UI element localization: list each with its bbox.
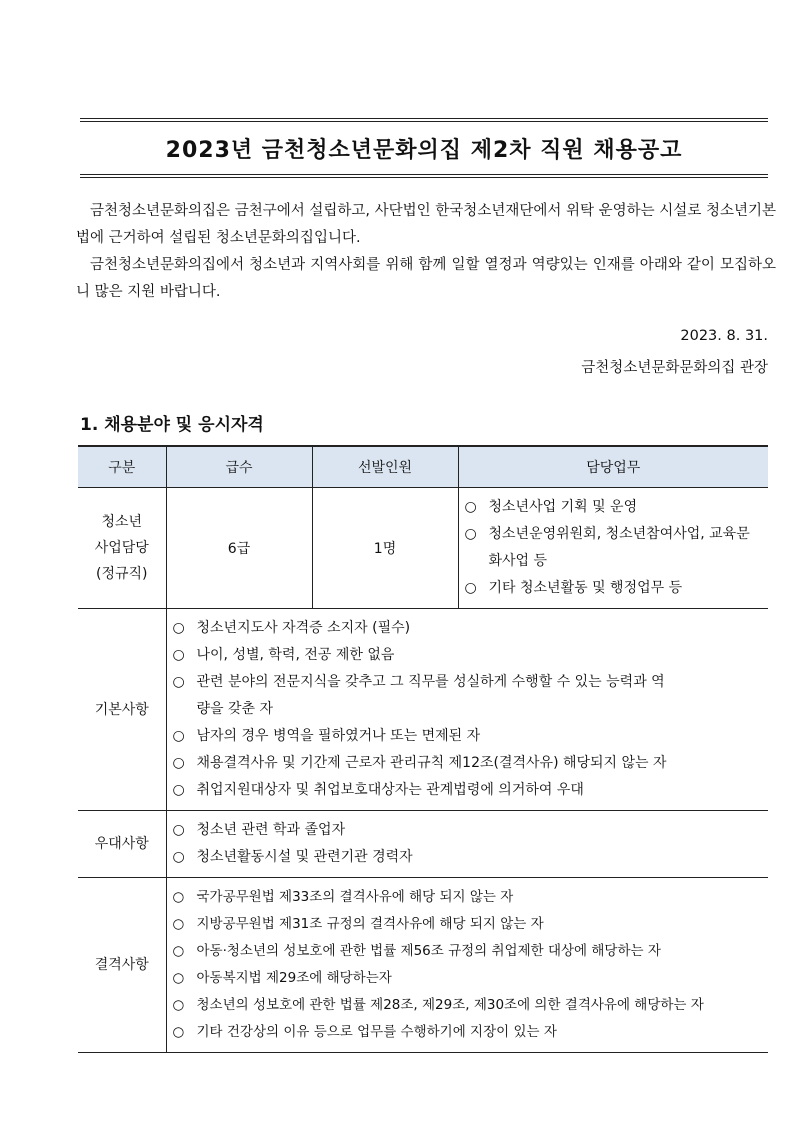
preferred-label: 우대사항 bbox=[78, 811, 166, 878]
list-item-text: 기타 청소년활동 및 행정업무 등 bbox=[488, 580, 683, 596]
list-item bbox=[173, 1019, 759, 1046]
bullet-icon: ○ bbox=[172, 620, 185, 636]
list-item-text: 취업지원대상자 및 취업보호대상자는 관계법령에 의거하여 우대 bbox=[196, 782, 584, 798]
list-item bbox=[465, 494, 759, 521]
list-item-text: 아동복지법 제29조에 해당하는자 bbox=[196, 970, 392, 986]
table-row-disqualify bbox=[78, 878, 768, 1053]
basic-items bbox=[166, 609, 768, 811]
list-item bbox=[173, 777, 759, 804]
section-title: 1. 채용분야 및 응시자격 bbox=[80, 415, 264, 435]
list-item-text: 관련 분야의 전문지식을 갖추고 그 직무를 성실하게 수행할 수 있는 능력과 역량을 갖춘 자 bbox=[196, 674, 665, 717]
list-item bbox=[173, 642, 759, 669]
list-item bbox=[173, 965, 759, 992]
bullet-icon: ○ bbox=[172, 1024, 185, 1040]
bullet-icon: ○ bbox=[172, 916, 185, 932]
position-category-line: (정규직) bbox=[96, 566, 148, 582]
intro-paragraph-2: 금천청소년문화의집에서 청소년과 지역사회를 위해 함께 일할 열정과 역량있는 인재를 아래와 같이 모집하오니 많은 지원 바랍니다. bbox=[76, 257, 776, 300]
table-row-position bbox=[78, 488, 768, 609]
disqualify-label: 결격사항 bbox=[78, 878, 166, 1053]
list-item-text: 청소년사업 기획 및 운영 bbox=[488, 499, 638, 515]
list-item-text: 국가공무원법 제33조의 결격사유에 해당 되지 않는 자 bbox=[196, 889, 514, 905]
list-item-text: 채용결격사유 및 기간제 근로자 관리규칙 제12조(결격사유) 해당되지 않는 자 bbox=[196, 755, 667, 771]
preferred-items bbox=[166, 811, 768, 878]
bullet-icon: ○ bbox=[172, 849, 185, 865]
header-duties: 담당업무 bbox=[458, 446, 768, 488]
list-item-text: 아동·청소년의 성보호에 관한 법률 제56조 규정의 취업제한 대상에 해당하는 자 bbox=[196, 943, 661, 959]
bullet-icon: ○ bbox=[172, 782, 185, 798]
position-grade: 6급 bbox=[166, 488, 312, 609]
bullet-icon: ○ bbox=[464, 499, 477, 515]
position-count: 1명 bbox=[312, 488, 458, 609]
list-item-text: 청소년지도사 자격증 소지자 (필수) bbox=[196, 620, 411, 636]
bullet-icon: ○ bbox=[172, 822, 185, 838]
list-item-text: 청소년활동시설 및 관련기관 경력자 bbox=[196, 849, 413, 865]
disqualify-items bbox=[166, 878, 768, 1053]
list-item-text: 지방공무원법 제31조 규정의 결격사유에 해당 되지 않는 자 bbox=[196, 916, 544, 932]
table-row-basic bbox=[78, 609, 768, 811]
list-item bbox=[173, 750, 759, 777]
list-item bbox=[173, 911, 759, 938]
announcement-date: 2023. 8. 31. bbox=[680, 328, 768, 344]
list-item bbox=[173, 884, 759, 911]
bullet-icon: ○ bbox=[172, 997, 185, 1013]
bullet-icon: ○ bbox=[172, 970, 185, 986]
bullet-icon: ○ bbox=[172, 674, 185, 690]
list-item bbox=[173, 723, 759, 750]
list-item bbox=[465, 575, 759, 602]
list-item-text: 청소년운영위원회, 청소년참여사업, 교육문화사업 등 bbox=[488, 526, 750, 569]
position-category-line: 청소년 bbox=[101, 514, 143, 530]
list-item-text: 나이, 성별, 학력, 전공 제한 없음 bbox=[196, 647, 395, 663]
list-item bbox=[173, 992, 759, 1019]
title-box bbox=[80, 118, 768, 178]
table-row-preferred bbox=[78, 811, 768, 878]
table-header-row bbox=[78, 446, 768, 488]
intro-paragraph-1: 금천청소년문화의집은 금천구에서 설립하고, 사단법인 한국청소년재단에서 위탁 운영하는 시설로 청소년기본법에 근거하여 설립된 청소년문화의집입니다. bbox=[76, 203, 776, 246]
bullet-icon: ○ bbox=[172, 647, 185, 663]
bullet-icon: ○ bbox=[464, 580, 477, 596]
position-duties bbox=[458, 488, 768, 609]
basic-label: 기본사항 bbox=[78, 609, 166, 811]
signer: 금천청소년문화문화의집 관장 bbox=[581, 360, 768, 376]
list-item bbox=[173, 817, 759, 844]
recruitment-table bbox=[78, 445, 768, 1053]
bullet-icon: ○ bbox=[172, 728, 185, 744]
list-item-text: 청소년의 성보호에 관한 법률 제28조, 제29조, 제30조에 의한 결격사유에 해당하는 자 bbox=[196, 997, 704, 1013]
list-item-text: 기타 건강상의 이유 등으로 업무를 수행하기에 지장이 있는 자 bbox=[196, 1024, 557, 1040]
bullet-icon: ○ bbox=[172, 755, 185, 771]
bullet-icon: ○ bbox=[172, 943, 185, 959]
list-item bbox=[173, 844, 759, 871]
list-item-text: 청소년 관련 학과 졸업자 bbox=[196, 822, 346, 838]
position-category-line: 사업담당 bbox=[94, 540, 149, 556]
list-item bbox=[173, 669, 759, 723]
header-grade: 급수 bbox=[166, 446, 312, 488]
header-category: 구분 bbox=[78, 446, 166, 488]
list-item bbox=[465, 521, 759, 575]
position-category bbox=[78, 488, 166, 609]
intro bbox=[76, 198, 776, 306]
page-title: 2023년 금천청소년문화의집 제2차 직원 채용공고 bbox=[165, 137, 683, 163]
header-count: 선발인원 bbox=[312, 446, 458, 488]
list-item bbox=[173, 938, 759, 965]
list-item-text: 남자의 경우 병역을 필하였거나 또는 면제된 자 bbox=[196, 728, 481, 744]
bullet-icon: ○ bbox=[172, 889, 185, 905]
bullet-icon: ○ bbox=[464, 526, 477, 542]
list-item bbox=[173, 615, 759, 642]
